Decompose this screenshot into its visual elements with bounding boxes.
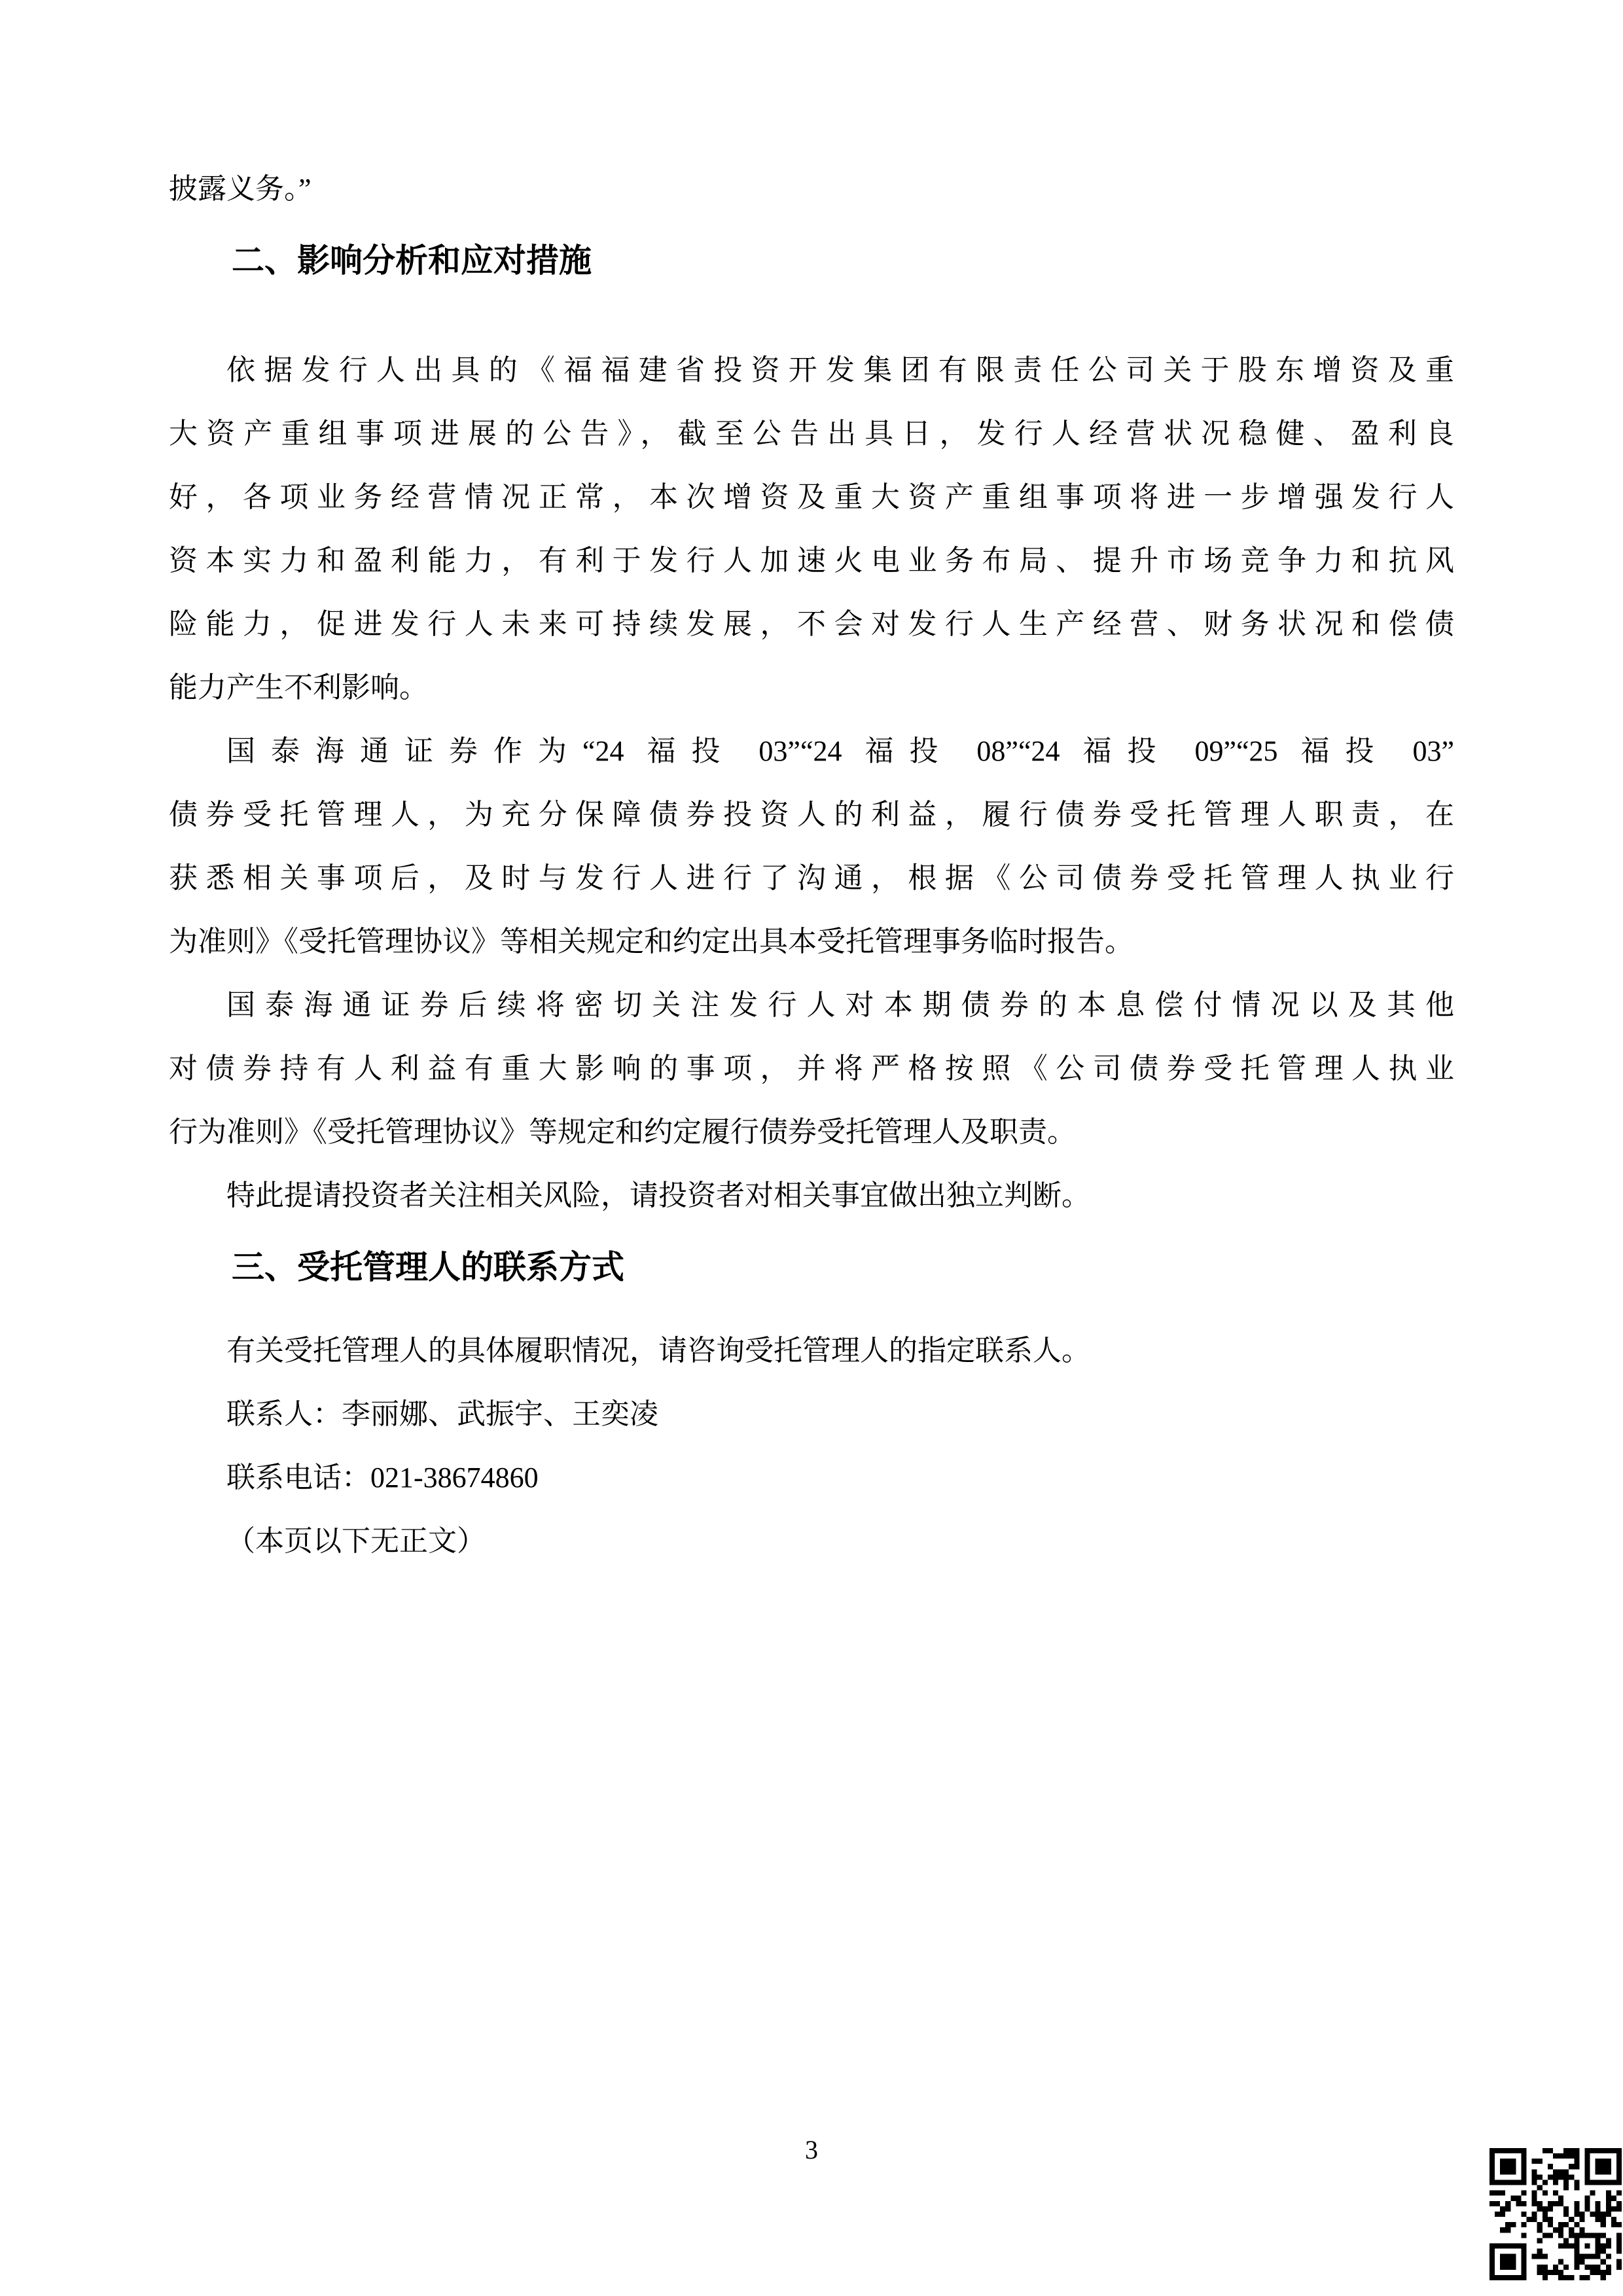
contact-phone-line: 联系电话：021-38674860	[226, 1462, 539, 1494]
body-line: 债券受托管理人，为充分保障债券投资人的利益，履行债券受托管理人职责，在	[169, 798, 1454, 831]
body-line: 险能力，促进发行人未来可持续发展，不会对发行人生产经营、财务状况和偿债	[169, 608, 1454, 640]
contact-intro-line: 有关受托管理人的具体履职情况，请咨询受托管理人的指定联系人。	[226, 1335, 1090, 1367]
paragraph-follow-up	[169, 973, 1454, 1164]
body-line: 为准则》《受托管理协议》等相关规定和约定出具本受托管理事务临时报告。	[169, 925, 1133, 958]
end-note-line: （本页以下无正文）	[226, 1525, 486, 1557]
section-heading-3: 三、受托管理人的联系方式	[232, 1248, 624, 1286]
body-line: 能力产生不利影响。	[169, 672, 428, 704]
body-line: 大资产重组事项进展的公告》，截至公告出具日，发行人经营状况稳健、盈利良	[169, 418, 1454, 450]
contact-person-line: 联系人：李丽娜、武振宇、王奕凌	[226, 1398, 658, 1430]
risk-reminder-line: 特此提请投资者关注相关风险，请投资者对相关事宜做出独立判断。	[226, 1179, 1090, 1211]
paragraph-trustee-action	[169, 719, 1454, 973]
paragraph-impact-analysis	[169, 338, 1454, 719]
contact-block	[169, 1319, 1454, 1573]
body-line: 对债券持有人利益有重大影响的事项，并将严格按照《公司债券受托管理人执业	[169, 1052, 1454, 1085]
body-line: 好，各项业务经营情况正常，本次增资及重大资产重组事项将进一步增强发行人	[169, 481, 1454, 513]
section-heading-2: 二、影响分析和应对措施	[232, 242, 592, 279]
qr-code	[1489, 2148, 1622, 2280]
body-line: 资本实力和盈利能力，有利于发行人加速火电业务布局、提升市场竞争力和抗风	[169, 545, 1454, 577]
document-body	[169, 157, 1454, 1573]
body-line: 行为准则》《受托管理协议》等规定和约定履行债券受托管理人及职责。	[169, 1116, 1076, 1148]
page-number: 3	[805, 2135, 818, 2164]
body-line: 国泰海通证券后续将密切关注发行人对本期债券的本息偿付情况以及其他	[226, 989, 1454, 1021]
body-line: 获悉相关事项后，及时与发行人进行了沟通，根据《公司债券受托管理人执业行	[169, 862, 1454, 894]
body-line: 国泰海通证券作为“24 福投 03”“24 福投 08”“24 福投 09”“25 福投 03”	[226, 735, 1454, 767]
body-line-continuation: 披露义务。”	[169, 173, 312, 205]
body-line: 依据发行人出具的《福福建省投资开发集团有限责任公司关于股东增资及重	[226, 354, 1454, 386]
